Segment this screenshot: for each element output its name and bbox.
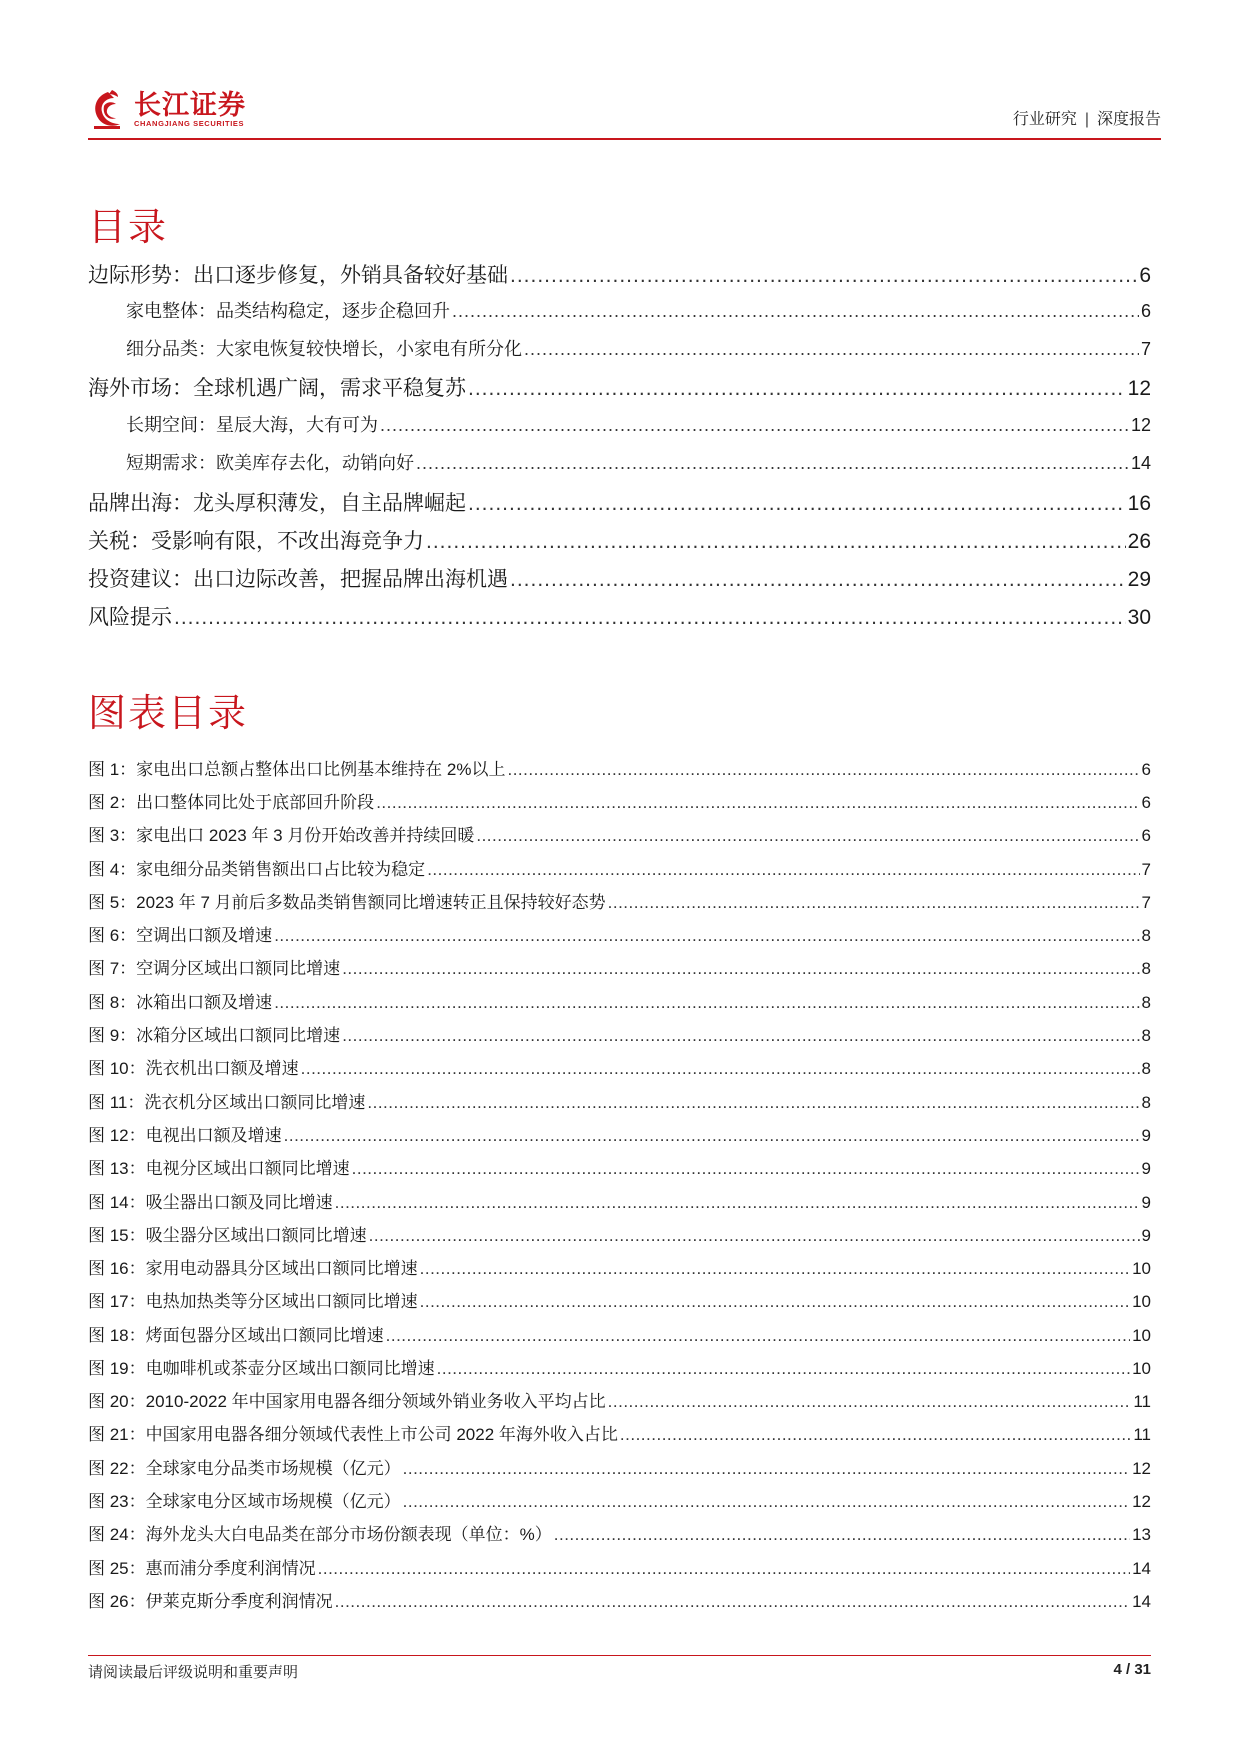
- figure-item[interactable]: [88, 1221, 1151, 1246]
- toc-item-page: 14: [1130, 453, 1151, 473]
- toc-item[interactable]: [88, 335, 1151, 361]
- toc-item-page: 29: [1127, 568, 1151, 591]
- toc-item-page: 16: [1127, 492, 1151, 515]
- figure-item-label: 图 19：电咖啡机或茶壶分区域出口额同比增速: [88, 1359, 435, 1378]
- figure-item-page: 8: [1141, 926, 1151, 945]
- leader-dots: [507, 760, 1139, 780]
- figure-item-page: 11: [1133, 1425, 1151, 1444]
- footer-divider: [88, 1655, 1151, 1656]
- report-type-depth: 深度报告: [1096, 111, 1161, 128]
- leader-dots: [342, 959, 1139, 979]
- figure-item-label: 图 2：出口整体同比处于底部回升阶段: [88, 793, 375, 812]
- toc-item-label: 细分品类：大家电恢复较快增长，小家电有所分化: [126, 339, 522, 359]
- figure-item-label: 图 8：冰箱出口额及增速: [88, 993, 273, 1012]
- figure-item-page: 8: [1141, 1059, 1151, 1078]
- toc-item-label: 海外市场：全球机遇广阔，需求平稳复苏: [88, 377, 466, 400]
- figure-item[interactable]: [88, 888, 1151, 913]
- figure-item[interactable]: [88, 1287, 1151, 1312]
- figure-item-label: 图 21：中国家用电器各细分领域代表性上市公司 2022 年海外收入占比: [88, 1425, 618, 1444]
- figure-item-page: 10: [1132, 1292, 1151, 1311]
- figure-item-label: 图 11：洗衣机分区域出口额同比增速: [88, 1093, 366, 1112]
- figure-item-label: 图 13：电视分区域出口额同比增速: [88, 1159, 350, 1178]
- company-logo: [88, 84, 246, 136]
- logo-english-name: CHANGJIANG SECURITIES: [134, 119, 245, 128]
- toc-item-page: 30: [1127, 606, 1151, 629]
- toc-item-label: 投资建议：出口边际改善，把握品牌出海机遇: [88, 568, 508, 591]
- figure-item-page: 6: [1141, 793, 1151, 812]
- toc-item[interactable]: [88, 525, 1151, 555]
- toc-item-page: 12: [1130, 415, 1151, 435]
- leader-dots: [510, 264, 1137, 288]
- leader-dots: [352, 1159, 1140, 1179]
- figure-item[interactable]: [88, 1520, 1151, 1545]
- figure-item-label: 图 7：空调分区域出口额同比增速: [88, 959, 341, 978]
- leader-dots: [476, 826, 1139, 846]
- figure-item-label: 图 10：洗衣机出口额及增速: [88, 1059, 299, 1078]
- report-type-separator: |: [1084, 111, 1089, 128]
- figure-item-page: 7: [1141, 860, 1151, 879]
- figure-item[interactable]: [88, 755, 1151, 780]
- figure-item-label: 图 14：吸尘器出口额及同比增速: [88, 1193, 333, 1212]
- leader-dots: [524, 339, 1139, 360]
- figure-item-label: 图 18：烤面包器分区域出口额同比增速: [88, 1326, 384, 1345]
- toc-item[interactable]: [88, 259, 1151, 289]
- figure-item-label: 图 1：家电出口总额占整体出口比例基本维持在 2%以上: [88, 760, 506, 779]
- toc-item-label: 边际形势：出口逐步修复，外销具备较好基础: [88, 264, 508, 287]
- figure-item[interactable]: [88, 821, 1151, 846]
- header-divider: [88, 138, 1161, 140]
- leader-dots: [301, 1059, 1140, 1079]
- toc-item-label: 短期需求：欧美库存去化，动销向好: [126, 453, 414, 473]
- figure-item[interactable]: [88, 1021, 1151, 1046]
- figure-item-label: 图 6：空调出口额及增速: [88, 926, 273, 945]
- toc-item[interactable]: [88, 563, 1151, 593]
- figure-item-page: 9: [1141, 1159, 1151, 1178]
- figure-item-label: 图 20：2010-2022 年中国家用电器各细分领域外销业务收入平均占比: [88, 1392, 606, 1411]
- figure-item-label: 图 22：全球家电分品类市场规模（亿元）: [88, 1459, 401, 1478]
- toc-item-label: 家电整体：品类结构稳定，逐步企稳回升: [126, 301, 450, 321]
- figure-item-page: 7: [1141, 893, 1151, 912]
- figure-item[interactable]: [88, 1487, 1151, 1512]
- figure-item[interactable]: [88, 1188, 1151, 1213]
- leader-dots: [403, 1459, 1130, 1479]
- figure-item-label: 图 15：吸尘器分区域出口额同比增速: [88, 1226, 367, 1245]
- leader-dots: [468, 377, 1126, 401]
- leader-dots: [274, 926, 1139, 946]
- leader-dots: [274, 993, 1139, 1013]
- page-indicator: 4 / 31: [1113, 1661, 1151, 1678]
- leader-dots: [427, 860, 1139, 880]
- toc-item-label: 品牌出海：龙头厚积薄发，自主品牌崛起: [88, 492, 466, 515]
- figure-item-page: 12: [1132, 1459, 1151, 1478]
- leader-dots: [380, 415, 1129, 436]
- footer-disclaimer: 请阅读最后评级说明和重要声明: [88, 1664, 299, 1681]
- toc-item[interactable]: [88, 601, 1151, 631]
- leader-dots: [284, 1126, 1140, 1146]
- figure-item[interactable]: [88, 1387, 1151, 1412]
- page-header: [88, 84, 1161, 140]
- toc-item-page: 7: [1140, 339, 1151, 359]
- figure-item-page: 10: [1132, 1326, 1151, 1345]
- figure-item[interactable]: [88, 1054, 1151, 1079]
- toc-item-label: 长期空间：星辰大海，大有可为: [126, 415, 378, 435]
- figure-item[interactable]: [88, 1587, 1151, 1612]
- figure-item-page: 13: [1132, 1525, 1151, 1544]
- figure-item[interactable]: [88, 788, 1151, 813]
- leader-dots: [452, 301, 1139, 322]
- figure-item-page: 8: [1141, 993, 1151, 1012]
- report-type: [1013, 106, 1161, 129]
- leader-dots: [468, 492, 1126, 516]
- figures-title: 图表目录: [88, 693, 249, 735]
- leader-dots: [318, 1559, 1130, 1579]
- leader-dots: [342, 1026, 1139, 1046]
- leader-dots: [386, 1326, 1130, 1346]
- toc-item-page: 26: [1127, 530, 1151, 553]
- figure-item[interactable]: [88, 1554, 1151, 1579]
- figure-item[interactable]: [88, 1121, 1151, 1146]
- figure-item-label: 图 4：家电细分品类销售额出口占比较为稳定: [88, 860, 426, 879]
- toc-item-label: 风险提示: [88, 606, 172, 629]
- toc-item-page: 6: [1140, 301, 1151, 321]
- figure-item-label: 图 16：家用电动器具分区域出口额同比增速: [88, 1259, 418, 1278]
- figure-item-page: 6: [1141, 760, 1151, 779]
- leader-dots: [426, 530, 1126, 554]
- leader-dots: [620, 1425, 1131, 1445]
- logo-chinese-name: 长江证券: [134, 90, 246, 120]
- report-type-industry: 行业研究: [1012, 111, 1077, 128]
- leader-dots: [420, 1259, 1130, 1279]
- figure-item-page: 8: [1141, 1093, 1151, 1112]
- leader-dots: [554, 1525, 1130, 1545]
- figure-item[interactable]: [88, 921, 1151, 946]
- figure-item-label: 图 17：电热加热类等分区域出口额同比增速: [88, 1292, 418, 1311]
- figure-item[interactable]: [88, 1354, 1151, 1379]
- figure-item[interactable]: [88, 1321, 1151, 1346]
- figure-item-label: 图 3：家电出口 2023 年 3 月份开始改善并持续回暖: [88, 826, 475, 845]
- figure-item-page: 12: [1132, 1492, 1151, 1511]
- toc-item[interactable]: [88, 372, 1151, 402]
- leader-dots: [369, 1226, 1140, 1246]
- figure-item[interactable]: [88, 1154, 1151, 1179]
- figure-item-page: 9: [1141, 1193, 1151, 1212]
- leader-dots: [335, 1193, 1140, 1213]
- figure-item-label: 图 25：惠而浦分季度利润情况: [88, 1559, 316, 1578]
- figure-item[interactable]: [88, 954, 1151, 979]
- toc-item[interactable]: [88, 449, 1151, 475]
- figure-item-page: 6: [1141, 826, 1151, 845]
- figure-item-label: 图 23：全球家电分区域市场规模（亿元）: [88, 1492, 401, 1511]
- toc-item-page: 12: [1127, 377, 1151, 400]
- leader-dots: [367, 1093, 1139, 1113]
- leader-dots: [335, 1592, 1130, 1612]
- toc-item-page: 6: [1139, 264, 1151, 287]
- figure-item-page: 9: [1141, 1226, 1151, 1245]
- figure-item-page: 10: [1132, 1259, 1151, 1278]
- leader-dots: [608, 893, 1140, 913]
- logo-emblem-icon: [88, 88, 128, 132]
- figure-item-label: 图 24：海外龙头大白电品类在部分市场份额表现（单位：%）: [88, 1525, 552, 1544]
- figure-item-page: 8: [1141, 1026, 1151, 1045]
- toc-item[interactable]: [88, 411, 1151, 437]
- figure-item[interactable]: [88, 988, 1151, 1013]
- leader-dots: [510, 568, 1126, 592]
- figure-item-label: 图 9：冰箱分区域出口额同比增速: [88, 1026, 341, 1045]
- leader-dots: [437, 1359, 1130, 1379]
- figure-item-label: 图 12：电视出口额及增速: [88, 1126, 282, 1145]
- leader-dots: [420, 1292, 1130, 1312]
- toc-item[interactable]: [88, 297, 1151, 323]
- figure-item-page: 10: [1132, 1359, 1151, 1378]
- leader-dots: [376, 793, 1139, 813]
- leader-dots: [416, 453, 1129, 474]
- toc-item[interactable]: [88, 487, 1151, 517]
- figure-item[interactable]: [88, 855, 1151, 880]
- figure-item-page: 9: [1141, 1126, 1151, 1145]
- figure-item-page: 14: [1132, 1559, 1151, 1578]
- leader-dots: [403, 1492, 1130, 1512]
- toc-item-label: 关税：受影响有限，不改出海竞争力: [88, 530, 424, 553]
- figure-item-page: 14: [1132, 1592, 1151, 1611]
- figure-item[interactable]: [88, 1454, 1151, 1479]
- figure-item[interactable]: [88, 1420, 1151, 1445]
- leader-dots: [174, 606, 1126, 630]
- figure-item[interactable]: [88, 1254, 1151, 1279]
- figure-item-page: 11: [1133, 1392, 1151, 1411]
- figure-item-label: 图 26：伊莱克斯分季度利润情况: [88, 1592, 333, 1611]
- leader-dots: [608, 1392, 1132, 1412]
- figure-item-label: 图 5：2023 年 7 月前后多数品类销售额同比增速转正且保持较好态势: [88, 893, 606, 912]
- figure-item-page: 8: [1141, 959, 1151, 978]
- figure-item[interactable]: [88, 1088, 1151, 1113]
- toc-title: 目录: [88, 207, 169, 249]
